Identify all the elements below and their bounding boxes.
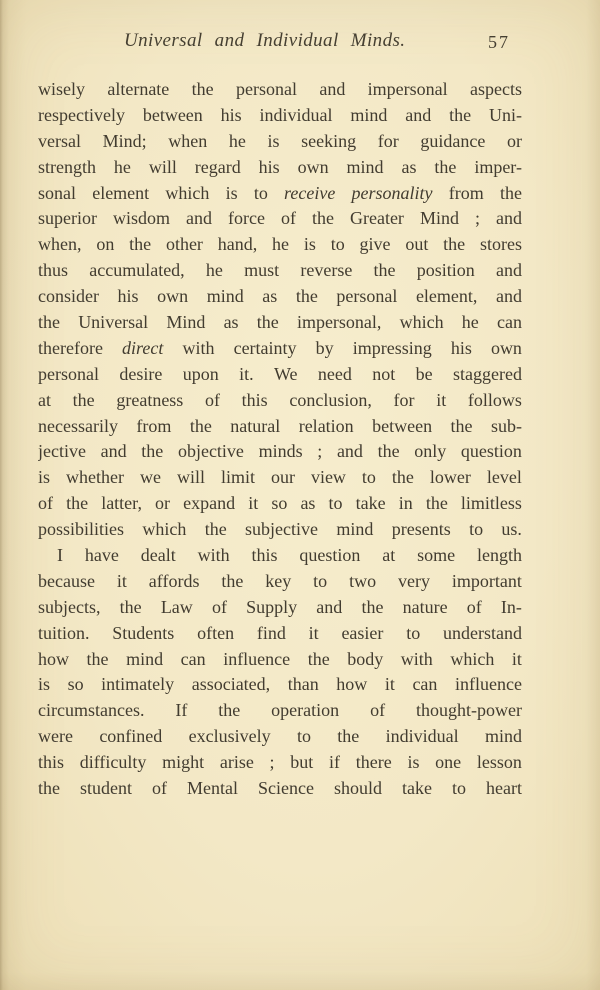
text-line: jective and the objective minds ; and the only question [38,441,522,462]
text-line: is so intimately associated, than how it can influence [38,674,522,695]
text-line: is whether we will limit our view to the lower level [38,467,522,488]
body-text [38,77,522,802]
text-line: sonal element which is to receive personality from the [38,182,522,203]
text-line: versal Mind; when he is seeking for guidance or [38,130,522,151]
text-line: necessarily from the natural relation between the sub- [38,415,522,436]
text-line: respectively between his individual mind and the Uni- [38,104,522,125]
page-number: 57 [488,32,510,52]
text-line: wisely alternate the personal and impersonal aspects [38,79,522,99]
page-header [38,30,560,58]
text-line: circumstances. If the operation of thought-power [38,700,522,721]
text-line: because it affords the key to two very important [38,570,522,591]
text-line: at the greatness of this conclusion, for it follows [38,389,522,410]
text-line: therefore direct with certainty by impressing his own [38,337,522,358]
text-line: thus accumulated, he must reverse the position and [38,260,522,281]
text-line: this difficulty might arise ; but if there is one lesson [38,752,522,773]
running-header-title: Universal and Individual Minds. [124,30,406,51]
text-line: how the mind can influence the body with which it [38,648,522,669]
text-line: subjects, the Law of Supply and the nature of In- [38,596,522,617]
text-line: possibilities which the subjective mind presents to us. [38,519,522,540]
text-line: when, on the other hand, he is to give out the stores [38,234,522,255]
text-line: personal desire upon it. We need not be staggered [38,363,522,384]
text-line: superior wisdom and force of the Greater Mind ; and [38,208,522,229]
text-line: were confined exclusively to the individual mind [38,726,522,747]
text-line: tuition. Students often find it easier to understand [38,622,522,643]
text-line: of the latter, or expand it so as to take in the limitless [38,493,522,514]
text-line: the student of Mental Science should take to heart [38,778,522,799]
text-line: strength he will regard his own mind as the imper- [38,156,522,177]
text-line: I have dealt with this question at some length [57,545,522,566]
text-line: the Universal Mind as the impersonal, which he can [38,312,522,333]
text-line: consider his own mind as the personal element, and [38,286,522,307]
